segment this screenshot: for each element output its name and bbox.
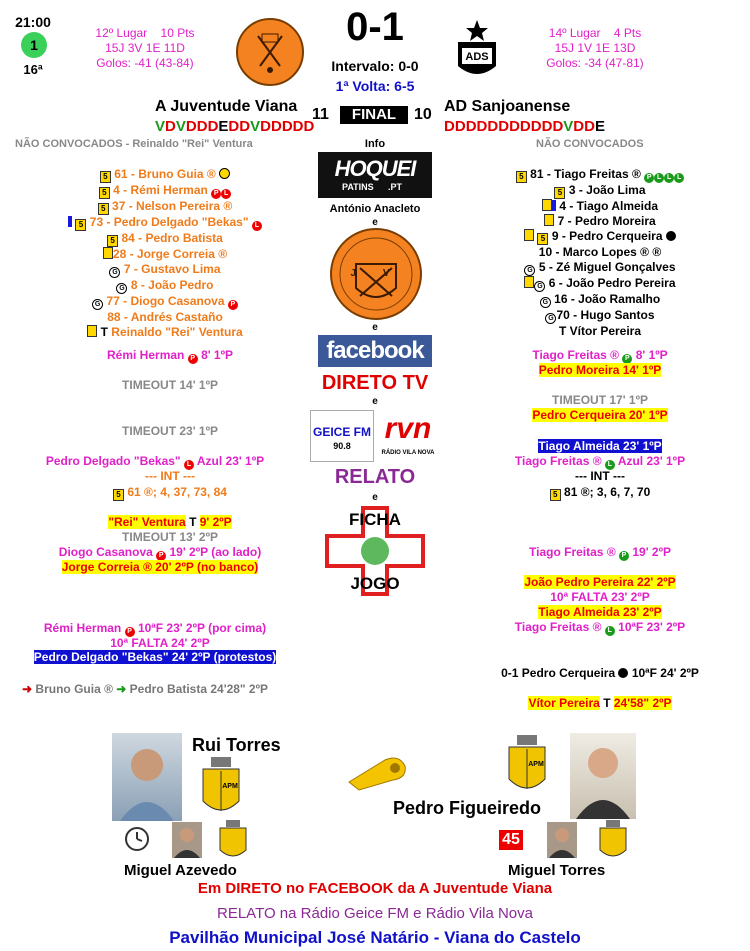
home-record: 15J 3V 1E 11D bbox=[105, 41, 185, 55]
whistle-icon bbox=[345, 752, 409, 795]
apm-shield-icon bbox=[598, 820, 628, 862]
list-item: T Reinaldo "Rei" Ventura bbox=[40, 325, 290, 340]
form-result: D bbox=[292, 118, 304, 135]
form-result: D bbox=[519, 118, 531, 135]
penalty-icon: L bbox=[184, 460, 194, 470]
away-team-name: AD Sanjoanense bbox=[444, 98, 571, 115]
five-icon: 5 bbox=[107, 235, 118, 247]
form-result: D bbox=[260, 118, 271, 135]
goalkeeper-icon: G bbox=[109, 267, 120, 278]
list-item: 7 - Pedro Moreira bbox=[480, 214, 720, 229]
away-event: Tiago Freitas ® P 19' 2ºP bbox=[529, 545, 671, 559]
footer-venue: Pavilhão Municipal José Natário - Viana do Castelo bbox=[169, 928, 581, 947]
home-position: 12º Lugar bbox=[95, 26, 148, 40]
clock-icon bbox=[618, 668, 628, 678]
hockey-sticks-icon bbox=[238, 20, 302, 84]
list-item: 5 61 - Bruno Guia ® bbox=[40, 167, 290, 183]
home-timeout: TIMEOUT 13' 2ºP bbox=[122, 530, 218, 544]
home-stats bbox=[70, 26, 220, 71]
emblem-letters: J V bbox=[350, 268, 402, 279]
referee-observer: António Anacleto bbox=[329, 203, 421, 215]
away-team-crest bbox=[452, 18, 502, 82]
away-event: Tiago Freitas ® L 10ªF 23' 2ºP bbox=[514, 620, 686, 634]
home-interval: --- INT --- bbox=[145, 469, 195, 483]
away-event: Pedro Moreira 14' 1ºP bbox=[538, 363, 662, 377]
away-interval-lineup: 5 81 ®; 3, 6, 7, 70 bbox=[480, 485, 720, 501]
five-icon: 5 bbox=[100, 171, 111, 183]
home-event: Rémi Herman P 8' 1ºP bbox=[107, 348, 233, 362]
blue-card-icon bbox=[552, 200, 556, 211]
arrow-in-icon: ➜ bbox=[116, 682, 127, 696]
footer-radio: RELATO na Rádio Geice FM e Rádio Vila Nova bbox=[217, 905, 533, 922]
away-goals: Golos: -34 (47-81) bbox=[546, 56, 644, 70]
shot-clock-badge: 45 bbox=[499, 830, 523, 850]
home-team-crest bbox=[236, 18, 304, 86]
home-event: "Rei" Ventura T 9' 2ºP bbox=[108, 515, 232, 529]
penalty-icon: P bbox=[211, 189, 221, 199]
away-interval: --- INT --- bbox=[575, 469, 625, 483]
form-result: D bbox=[196, 118, 208, 135]
match-score: 0-1 bbox=[346, 5, 404, 49]
five-icon: 5 bbox=[98, 203, 109, 215]
form-result: D bbox=[498, 118, 510, 135]
and-label-3: e bbox=[372, 396, 378, 407]
form-result: D bbox=[270, 118, 282, 135]
referee2-photo bbox=[570, 733, 636, 819]
form-result: D bbox=[165, 118, 176, 135]
away-position: 14º Lugar bbox=[548, 26, 601, 40]
list-item: 10 - Marco Lopes ® ® bbox=[538, 245, 662, 259]
interval-score: Intervalo: 0-0 bbox=[331, 58, 419, 74]
direto-tv-label: DIRETO TV bbox=[321, 372, 429, 394]
form-result: D bbox=[228, 118, 240, 135]
match-status: FINAL bbox=[340, 106, 408, 124]
penalty-icon: P bbox=[619, 551, 629, 561]
list-item: G 77 - Diogo Casanova P bbox=[40, 294, 290, 310]
list-item: 5 9 - Pedro Cerqueira bbox=[480, 229, 720, 245]
home-points: 10 Pts bbox=[160, 26, 195, 40]
form-result: D bbox=[552, 118, 564, 135]
away-roster bbox=[480, 167, 720, 339]
penalty-icon: P bbox=[644, 173, 654, 183]
away-event: Tiago Almeida 23' 2ºP bbox=[538, 605, 662, 619]
list-item: G 7 - Gustavo Lima bbox=[40, 262, 290, 278]
form-result: E bbox=[218, 118, 229, 135]
penalty-icon: L bbox=[605, 626, 615, 636]
form-result: D bbox=[509, 118, 520, 135]
patins-logo-text: PATINS bbox=[342, 182, 374, 192]
list-item: G 6 - João Pedro Pereira bbox=[480, 276, 720, 292]
blue-card-icon bbox=[68, 216, 72, 227]
away-form-sequence bbox=[444, 118, 605, 135]
penalty-icon: L bbox=[674, 173, 684, 183]
home-team-name: A Juventude Viana bbox=[155, 98, 298, 115]
goalkeeper-icon: G bbox=[545, 313, 556, 324]
form-result: D bbox=[476, 118, 488, 135]
penalty-icon: L bbox=[605, 460, 615, 470]
form-result: D bbox=[465, 118, 477, 135]
home-event: Diogo Casanova P 19' 2ºP (ao lado) bbox=[58, 545, 262, 559]
table-official1-name: Miguel Azevedo bbox=[124, 862, 237, 879]
ficha-jogo-logo[interactable] bbox=[325, 506, 425, 596]
apm-crest-2 bbox=[507, 735, 547, 800]
round-ordinal: 16ª bbox=[23, 62, 43, 77]
list-item: 4 - Tiago Almeida bbox=[480, 199, 720, 214]
list-item: T Vítor Pereira bbox=[558, 324, 642, 338]
rvn-logo-text: rvn bbox=[384, 412, 432, 445]
form-result: D bbox=[584, 118, 595, 135]
five-icon: 5 bbox=[75, 219, 86, 231]
penalty-icon: L bbox=[221, 189, 231, 199]
form-result: V bbox=[155, 118, 166, 135]
home-event: Pedro Delgado "Bekas" 24' 2ºP (protestos) bbox=[33, 650, 277, 664]
penalty-icon: L bbox=[664, 173, 674, 183]
and-label-2: e bbox=[372, 322, 378, 333]
form-result: V bbox=[563, 118, 574, 135]
away-event: Tiago Almeida 23' 1ºP bbox=[538, 439, 662, 453]
home-club-emblem bbox=[330, 228, 422, 320]
footer-facebook: Em DIRETO no FACEBOOK da A Juventude Viana bbox=[197, 880, 553, 897]
referee2-name: Pedro Figueiredo bbox=[393, 798, 542, 818]
ads-shield-icon bbox=[452, 18, 502, 82]
home-event: Jorge Correia ® 20' 2ºP (no banco) bbox=[61, 560, 259, 574]
home-roster bbox=[40, 167, 290, 340]
away-goal: 0-1 Pedro Cerqueira 10ªF 24' 2ºP bbox=[501, 666, 699, 680]
jogo-text: JOGO bbox=[350, 574, 400, 593]
home-goals: Golos: -41 (43-84) bbox=[96, 56, 194, 70]
penalty-icon: P bbox=[125, 627, 135, 637]
game-time: 21:00 bbox=[15, 14, 51, 30]
five-icon: 5 bbox=[554, 187, 565, 199]
form-result: D bbox=[303, 118, 315, 135]
ficha-text: FICHA bbox=[349, 510, 401, 529]
apm-label: APM bbox=[528, 761, 544, 768]
goalkeeper-icon: G bbox=[534, 281, 545, 292]
yellow-card-icon bbox=[103, 247, 113, 259]
away-not-called: NÃO CONVOCADOS bbox=[536, 138, 644, 150]
form-result: D bbox=[444, 118, 455, 135]
list-item: G 70 - Hugo Santos bbox=[480, 308, 720, 324]
yellow-card-icon bbox=[524, 229, 534, 241]
home-interval-lineup: 5 61 ®; 4, 37, 73, 84 bbox=[60, 485, 280, 501]
away-points: 4 Pts bbox=[613, 26, 642, 40]
penalty-icon: P bbox=[156, 551, 166, 561]
form-result: D bbox=[573, 118, 585, 135]
list-item: G 8 - João Pedro bbox=[40, 278, 290, 294]
round-number: 1 bbox=[30, 37, 38, 53]
penalty-icon: P bbox=[228, 300, 238, 310]
form-result: D bbox=[454, 118, 466, 135]
rvn-subtitle: RÁDIO VILA NOVA bbox=[381, 450, 435, 456]
away-event: Pedro Cerqueira 20' 1ºP bbox=[532, 408, 668, 422]
yellow-card-icon bbox=[542, 199, 552, 211]
form-result: V bbox=[250, 118, 261, 135]
relato-label: RELATO bbox=[334, 466, 416, 488]
coach-icon: T bbox=[603, 696, 611, 710]
home-timeout: TIMEOUT 23' 1ºP bbox=[122, 424, 218, 438]
five-icon: 5 bbox=[537, 233, 548, 245]
list-item: 5 81 - Tiago Freitas ® P L L L bbox=[480, 167, 720, 183]
home-timeout: TIMEOUT 14' 1ºP bbox=[122, 378, 218, 392]
away-record: 15J 1V 1E 13D bbox=[554, 41, 636, 55]
list-item: 5 84 - Pedro Batista bbox=[40, 231, 290, 247]
yellow-card-icon bbox=[544, 214, 554, 226]
list-item: 28 - Jorge Correia ® bbox=[40, 247, 290, 262]
home-form-sequence bbox=[155, 118, 314, 135]
geice-frequency: 90.8 bbox=[333, 441, 351, 451]
form-result: D bbox=[281, 118, 293, 135]
table-official2-name: Miguel Torres bbox=[508, 862, 606, 879]
arrow-out-icon: ➜ bbox=[22, 682, 33, 696]
form-result: D bbox=[185, 118, 197, 135]
referee1-name: Rui Torres bbox=[192, 735, 281, 755]
five-icon: 5 bbox=[516, 171, 527, 183]
home-not-called: NÃO CONVOCADOS - Reinaldo "Rei" Ventura bbox=[15, 138, 253, 150]
goalkeeper-icon: G bbox=[540, 297, 551, 308]
goalkeeper-icon: G bbox=[92, 299, 103, 310]
home-rank: 11 bbox=[312, 106, 329, 123]
away-event: Tiago Freitas ® L Azul 23' 1ºP bbox=[514, 454, 686, 468]
clock-icon bbox=[219, 168, 230, 179]
penalty-icon: P bbox=[188, 354, 198, 364]
person-icon bbox=[570, 733, 636, 819]
away-event: João Pedro Pereira 22' 2ºP bbox=[524, 575, 676, 589]
first-leg-score: 1ª Volta: 6-5 bbox=[335, 78, 415, 94]
form-result: V bbox=[175, 118, 186, 135]
round-badge bbox=[21, 32, 47, 58]
away-event: Tiago Freitas ® P 8' 1ºP bbox=[532, 348, 668, 362]
pt-logo-text: .PT bbox=[388, 182, 403, 192]
hoquei-patins-logo[interactable] bbox=[318, 152, 432, 198]
hoquei-logo-text: HOQUEI bbox=[334, 156, 416, 181]
penalty-icon: L bbox=[654, 173, 664, 183]
home-substitution: ➜ Bruno Guia ® ➜ Pedro Batista 24'28" 2ºP bbox=[22, 682, 268, 696]
apm-shield-icon bbox=[218, 820, 248, 862]
five-icon: 5 bbox=[550, 489, 561, 501]
five-icon: 5 bbox=[113, 489, 124, 501]
form-result: D bbox=[207, 118, 219, 135]
apm-crest-3 bbox=[218, 820, 248, 865]
away-badge-text: ADS bbox=[465, 51, 489, 63]
away-timeout: TIMEOUT 17' 1ºP bbox=[552, 393, 648, 407]
list-item: 5 4 - Rémi Herman P L bbox=[40, 183, 290, 199]
coach-icon: T bbox=[558, 324, 567, 338]
list-item: 5 3 - João Lima bbox=[480, 183, 720, 199]
form-result: E bbox=[594, 118, 605, 135]
person-icon bbox=[547, 822, 577, 858]
five-icon: 5 bbox=[99, 187, 110, 199]
geice-fm-logo[interactable] bbox=[310, 410, 374, 462]
away-stats bbox=[520, 26, 670, 71]
table-official1-photo bbox=[172, 822, 202, 858]
clock-icon bbox=[124, 826, 150, 855]
form-result: D bbox=[541, 118, 553, 135]
home-foul: 10ª FALTA 24' 2ºP bbox=[110, 636, 210, 650]
penalty-icon: P bbox=[622, 354, 632, 364]
away-rank: 10 bbox=[414, 106, 432, 123]
geice-logo-text: GEICE FM bbox=[312, 425, 371, 439]
yellow-card-icon bbox=[87, 325, 97, 337]
and-label-1: e bbox=[372, 217, 378, 228]
list-item: G 5 - Zé Miguel Gonçalves bbox=[480, 260, 720, 276]
list-item: 5 73 - Pedro Delgado "Bekas" L bbox=[40, 215, 290, 231]
away-foul: 10ª FALTA 23' 2ºP bbox=[550, 590, 650, 604]
person-icon bbox=[172, 822, 202, 858]
coach-icon: T bbox=[100, 325, 108, 339]
apm-label: APM bbox=[222, 783, 238, 790]
and-label-4: e bbox=[372, 492, 378, 503]
form-result: D bbox=[239, 118, 251, 135]
apm-crest-1 bbox=[201, 757, 241, 822]
person-icon bbox=[112, 733, 182, 821]
penalty-icon: L bbox=[252, 221, 262, 231]
list-item: 5 37 - Nelson Pereira ® bbox=[40, 199, 290, 215]
referee1-photo bbox=[112, 733, 182, 821]
yellow-card-icon bbox=[524, 276, 534, 288]
apm-crest-4 bbox=[598, 820, 628, 865]
facebook-logo[interactable]: facebook bbox=[318, 335, 432, 367]
form-result: D bbox=[487, 118, 499, 135]
list-item: 88 - Andrés Castaño bbox=[107, 310, 223, 324]
goalkeeper-icon: G bbox=[524, 265, 535, 276]
coach-icon: T bbox=[189, 515, 197, 529]
table-official2-photo bbox=[547, 822, 577, 858]
form-result: D bbox=[530, 118, 542, 135]
info-label: Info bbox=[364, 138, 386, 150]
away-event: Vítor Pereira T 24'58" 2ºP bbox=[528, 696, 672, 710]
home-event: Rémi Herman P 10ªF 23' 2ºP (por cima) bbox=[43, 621, 267, 635]
clock-icon bbox=[666, 231, 676, 241]
goalkeeper-icon: G bbox=[116, 283, 127, 294]
list-item: G 16 - João Ramalho bbox=[480, 292, 720, 308]
home-event: Pedro Delgado "Bekas" L Azul 23' 1ºP bbox=[45, 454, 265, 468]
rvn-logo[interactable] bbox=[375, 410, 441, 460]
